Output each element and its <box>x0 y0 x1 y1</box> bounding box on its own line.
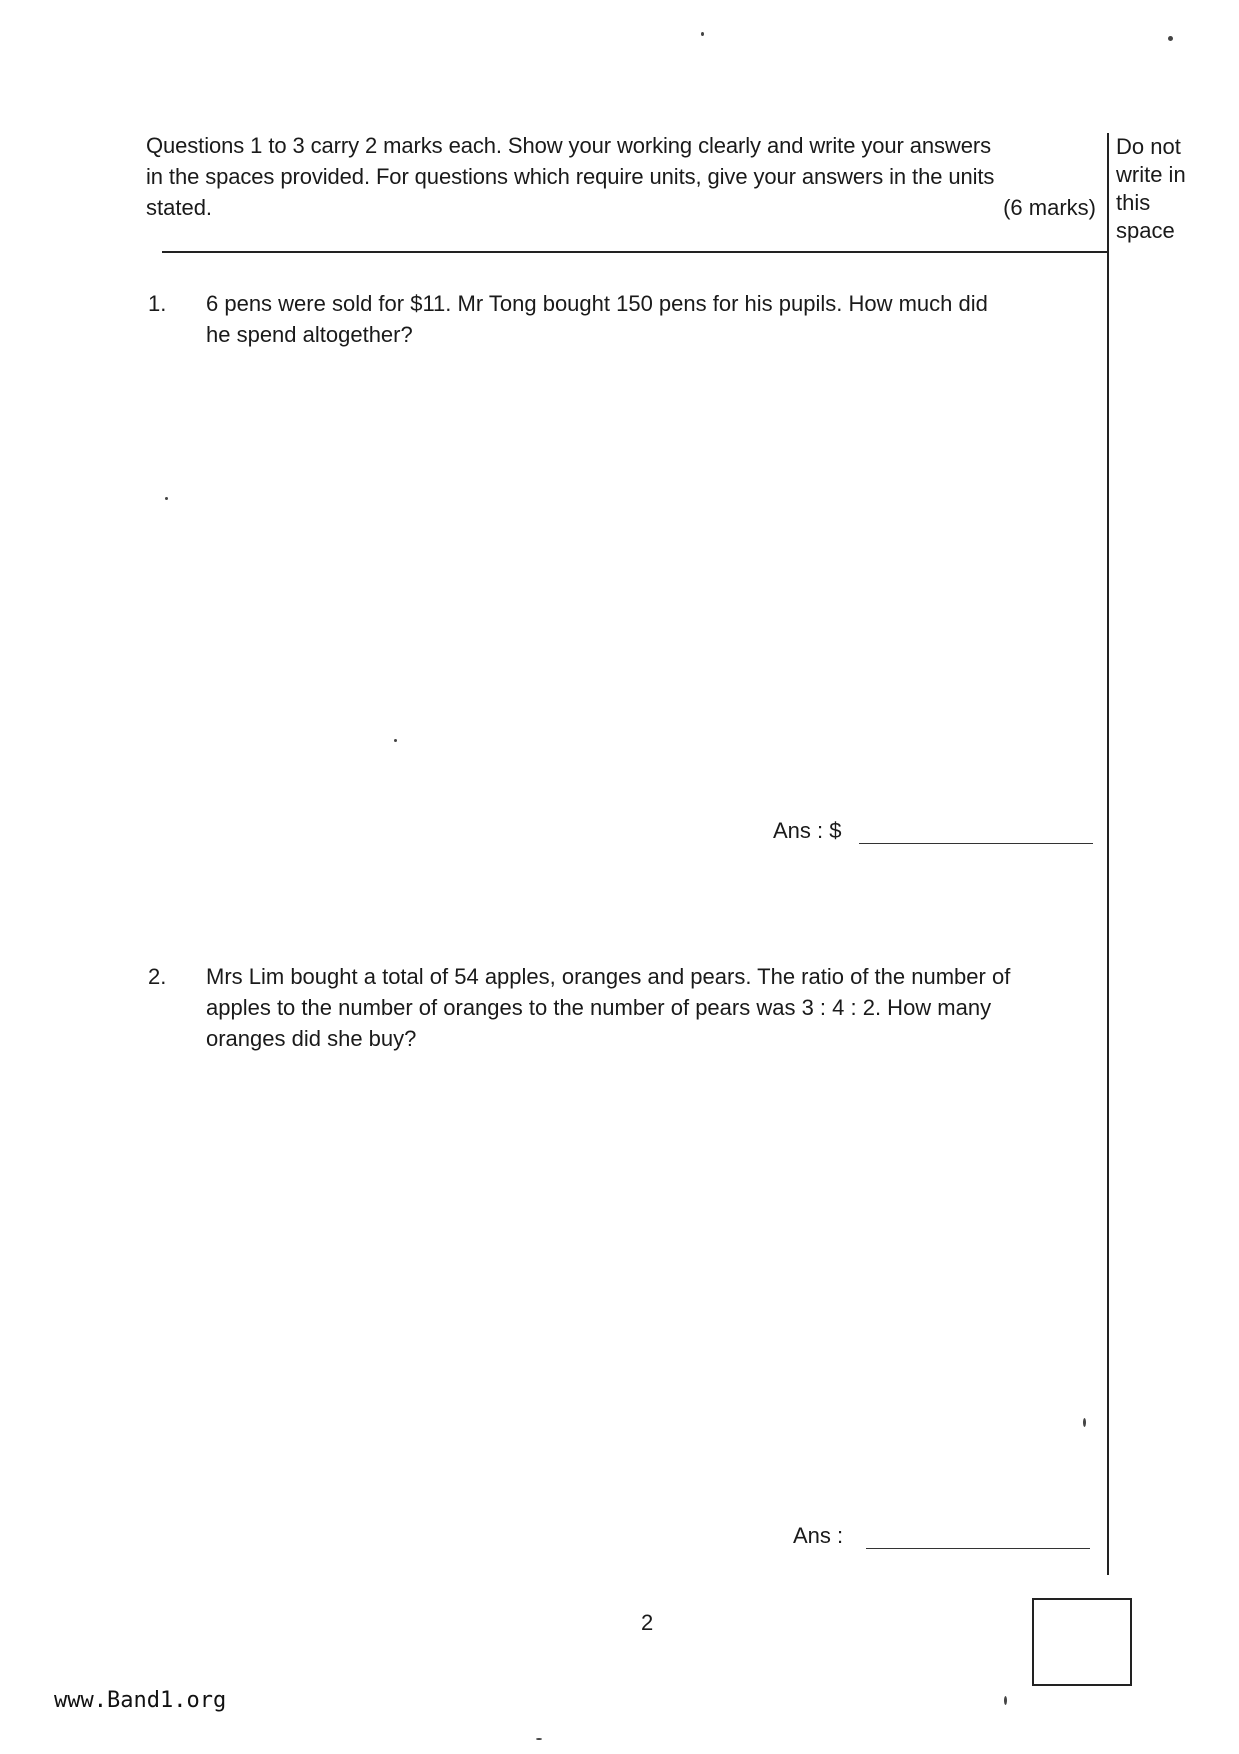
scan-speck <box>536 1738 542 1740</box>
scan-speck <box>1004 1696 1007 1705</box>
question-number: 2. <box>148 964 167 989</box>
answer-1[interactable] <box>773 817 1093 847</box>
answer-label: Ans : $ <box>773 818 842 843</box>
margin-note-line-2: write in <box>1116 162 1186 187</box>
answer-2[interactable] <box>793 1522 1093 1552</box>
margin-divider <box>1107 133 1109 1575</box>
instructions <box>146 130 1096 192</box>
question-text <box>206 288 1106 350</box>
scan-speck <box>1083 1418 1086 1427</box>
question-text-line: oranges did she buy? <box>206 1026 417 1051</box>
answer-label: Ans : <box>793 1523 844 1548</box>
margin-note-line-1: Do not <box>1116 134 1181 159</box>
instructions-line-2: in the spaces provided. For questions which require units, give your answers in the units <box>146 164 995 189</box>
instructions-line-3: stated. <box>146 195 213 220</box>
question-text-line: Mrs Lim bought a total of 54 apples, oranges and pears. The ratio of the number of <box>206 964 1011 989</box>
question-text-line: he spend altogether? <box>206 322 413 347</box>
score-box <box>1032 1598 1132 1686</box>
question-text <box>206 961 1106 1054</box>
margin-note-line-3: this <box>1116 190 1151 215</box>
scan-speck <box>165 497 168 500</box>
page-number: 2 <box>641 1610 654 1635</box>
question-text-line: 6 pens were sold for $11. Mr Tong bought 150 pens for his pupils. How much did <box>206 291 988 316</box>
question-text-line: apples to the number of oranges to the number of pears was 3 : 4 : 2. How many <box>206 995 992 1020</box>
footer-url: www.Band1.org <box>54 1688 227 1713</box>
scan-speck <box>701 32 704 36</box>
answer-line[interactable] <box>866 1548 1090 1549</box>
header-divider <box>162 251 1108 253</box>
answer-line[interactable] <box>859 843 1093 844</box>
marks-total: (6 marks) <box>1003 195 1096 220</box>
scan-speck <box>394 739 397 742</box>
instructions-line-1: Questions 1 to 3 carry 2 marks each. Show your working clearly and write your answers <box>146 133 991 158</box>
margin-note <box>1116 133 1206 245</box>
scan-speck <box>1168 36 1173 41</box>
margin-note-line-4: space <box>1116 218 1175 243</box>
question-number: 1. <box>148 291 167 316</box>
